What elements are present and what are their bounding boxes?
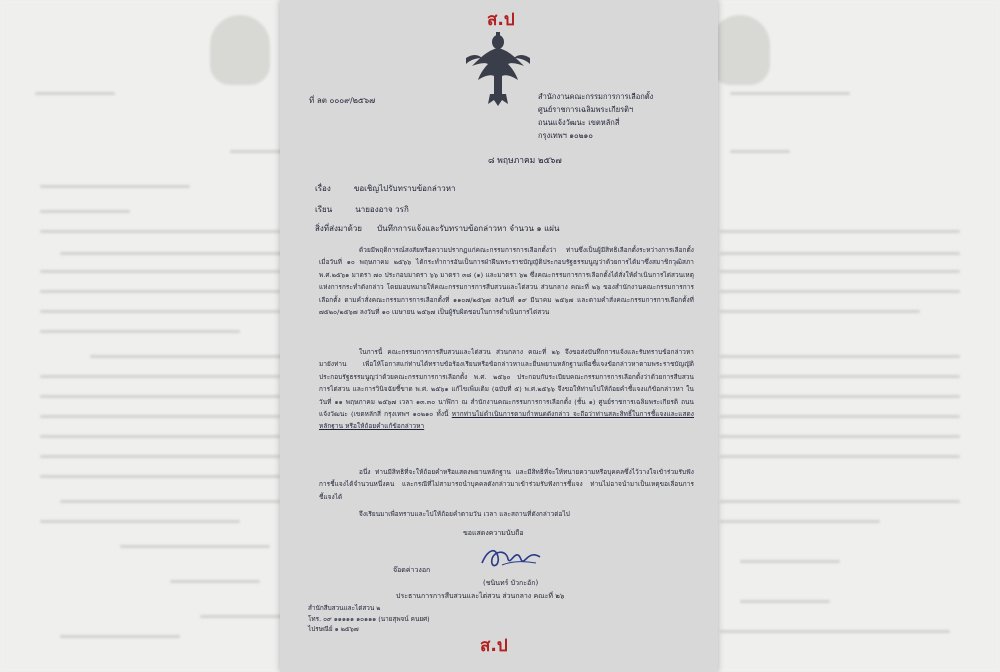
enclosure-label: สิ่งที่ส่งมาด้วย: [315, 224, 362, 233]
enclosure-text: บันทึกการแจ้งและรับทราบข้อกล่าวหา จำนวน ๑ แผ่น: [377, 224, 560, 233]
paragraph-text: จึงเรียนมาเพื่อทราบและไปให้ถ้อยคำตามวัน เวลา และสถานที่ดังกล่าวต่อไป: [359, 510, 570, 518]
signer-title: ประธานการการสืบสวนและไต่สวน ส่วนกลาง คณะที่ ๒๖: [396, 592, 565, 600]
office-contact: [308, 603, 430, 635]
recipient-text: นายองอาจ วรกิ: [355, 205, 409, 214]
signature-icon: [478, 543, 548, 573]
body-paragraph-4: [319, 508, 694, 520]
subject-text: ขอเชิญไปรับทราบข้อกล่าวหา: [353, 184, 456, 193]
ect-logo-bottom: ส.ป: [480, 636, 508, 656]
recipient-row: [315, 203, 409, 216]
subject-row: [315, 182, 455, 195]
background-blur-right: [710, 0, 1000, 672]
subject-label: เรื่อง: [315, 184, 331, 193]
letter-date: ๘ พฤษภาคม ๒๕๖๗: [488, 156, 562, 166]
office-line: โทร. ๐๙ ๑๑๑๑๑ ๑๐๑๑๑ (นายสุพจน์ คนยศ): [308, 614, 430, 623]
sender-line: ถนนแจ้งวัฒนะ เขตหลักสี่: [538, 118, 620, 127]
office-line: สำนักสืบสวนและไต่สวน ๒: [308, 604, 381, 612]
letter-page: [280, 0, 718, 672]
sig-left-text: จ๊อดค่าวงอก: [393, 566, 431, 574]
body-paragraph-1: [319, 244, 694, 318]
body-paragraph-3: [319, 466, 694, 503]
sender-address: [538, 90, 653, 142]
sender-line: ศูนย์ราชการเฉลิมพระเกียรติฯ: [538, 105, 634, 114]
sender-line: กรุงเทพฯ ๑๐๒๑๐: [538, 131, 593, 140]
paragraph-text: อนึ่ง ท่านมีสิทธิที่จะให้ถ้อยคำหรือแสดงพยานหลักฐาน และมีสิทธิที่จะให้ทนายความหรือบุคคลซึ่งไว้วางใจเข้าร่วมรับฟังการชี้แจงได้จำนวนหนึ่งคน และกรณีที่ไม่สามารถนำบุคคลดังกล่าวมาเข้าร่วมรับฟังการชี้แจง ท่านไม่อาจนำมาเป็นเหตุขอเลื่อนการชี้แจงได้: [319, 468, 694, 501]
ect-logo-top: ส.ป: [487, 10, 515, 30]
office-line: ไปรษณีย์ ๑ ๒๕๖๗: [308, 625, 359, 633]
recipient-label: เรียน: [315, 205, 333, 214]
closing-phrase: ขอแสดงความนับถือ: [463, 529, 524, 537]
paragraph-text: ด้วยมีพฤติการณ์สงสัยหรือความปรากฏแก่คณะกรรมการการเลือกตั้งว่า ท่านซึ่งเป็นผู้มีสิทธิเลือกตั้งระหว่างการเลือกตั้ง เมื่อวันที่ ๑๐ พฤษภาคม ๒๕๖๖ ได้กระทำการอันเป็นการฝ่าฝืนพระราชบัญญัติประกอบรัฐธรรมนูญว่าด้วยการได้มาซึ่งสมาชิกวุฒิสภา พ.ศ.๒๕๖๑ มาตรา ๗๐ ประกอบมาตรา ๖๖ มาตรา ๓๘ (๑) และมาตรา ๖๒ ซึ่งคณะกรรมการการเลือกตั้งได้สั่งให้ดำเนินการไต่สวนเหตุแห่งการกระทำดังกล่าว โดยมอบหมายให้คณะกรรมการการสืบสวนและไต่สวน ส่วนกลาง คณะที่ ๒๖ ของสำนักงานคณะกรรมการการเลือกตั้ง ตามคำสั่งคณะกรรมการการเลือกตั้งที่ ๑๑๐๗/๒๕๖๗ ลงวันที่ ๑๙ มีนาคม ๒๕๖๗ และตามคำสั่งคณะกรรมการการเลือกตั้งที่ ๗๕๒๐/๒๕๖๗ ลงวันที่ ๑๐ เมษายน ๒๕๖๗ เป็นผู้รับผิดชอบในการดำเนินการไต่สวน: [319, 246, 694, 317]
document-number: ที่ ลต ๐๐๐๙/๒๕๖๗: [309, 96, 376, 105]
enclosure-row: [315, 222, 559, 235]
signer-name: (ชนินทร์ บัวกะอัก): [483, 579, 539, 587]
paragraph-underlined-text: หากท่านไม่ดำเนินการตามกำหนดดังกล่าว จะถือว่าท่านสละสิทธิ์ในการชี้แจงและแสดงหลักฐาน หรือให้ถ้อยคำแก้ข้อกล่าวหา: [319, 410, 694, 431]
paragraph-text: ในการนี้ คณะกรรมการการสืบสวนและไต่สวน ส่วนกลาง คณะที่ ๒๖ จึงขอส่งบันทึกการแจ้งและรับทราบข้อกล่าวหามายังท่าน เพื่อให้โอกาสแก่ท่านได้ทราบข้อร้องเรียนหรือข้อกล่าวหาและยื่นพยานหลักฐานเพื่อชี้แจงข้อกล่าวหาตามพระราชบัญญัติประกอบรัฐธรรมนูญว่าด้วยคณะกรรมการการเลือกตั้ง พ.ศ. ๒๕๖๐ ประกอบกับระเบียบคณะกรรมการการเลือกตั้งว่าด้วยการสืบสวน การไต่สวน และการวินิจฉัยชี้ขาด พ.ศ. ๒๕๖๑ แก้ไขเพิ่มเติม (ฉบับที่ ๕) พ.ศ.๒๕๖๖ จึงขอให้ท่านไปให้ถ้อยคำชี้แจงแก้ข้อกล่าวหา ในวันที่ ๑๑ พฤษภาคม ๒๕๖๗ เวลา ๑๓.๓๐ นาฬิกา ณ สำนักงานคณะกรรมการการเลือกตั้ง (ชั้น ๑) ศูนย์ราชการเฉลิมพระเกียรติ ถนนแจ้งวัฒนะ (เขตหลักสี่ กรุงเทพฯ ๑๐๒๑๐ ทั้งนี้: [319, 348, 694, 419]
background-blur-left: [0, 0, 290, 672]
garuda-emblem-icon: [458, 28, 538, 108]
body-paragraph-2: [319, 346, 694, 433]
sender-line: สำนักงานคณะกรรมการการเลือกตั้ง: [538, 92, 654, 101]
